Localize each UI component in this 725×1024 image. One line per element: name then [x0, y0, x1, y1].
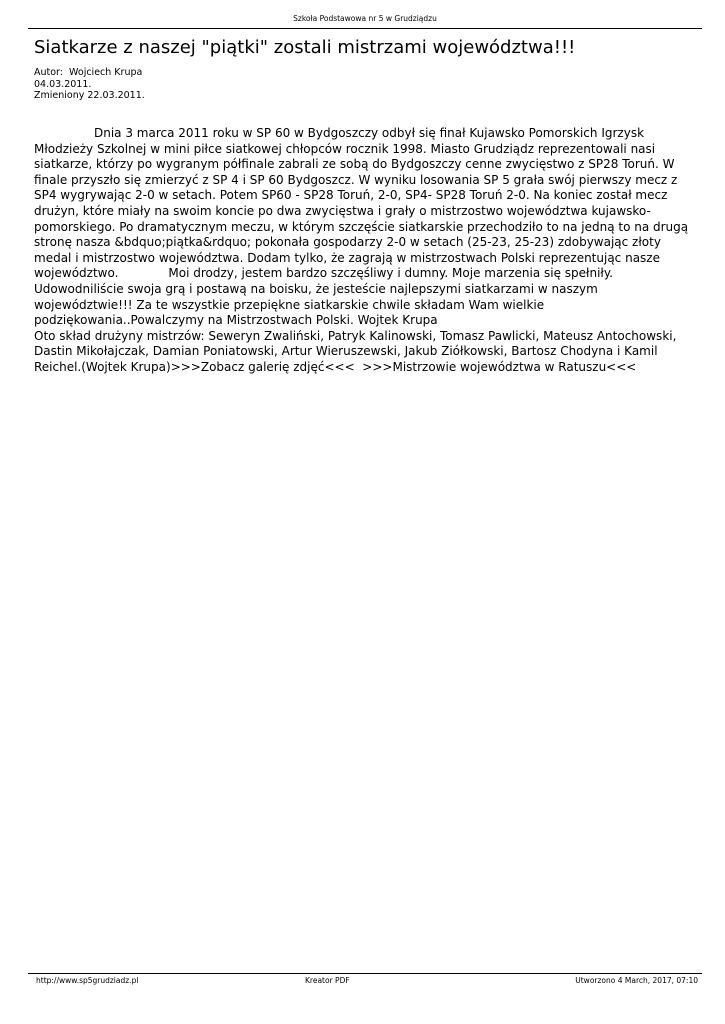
created-date: 04.03.2011. — [34, 78, 92, 90]
team-roster: Oto skład drużyny mistrzów: Seweryn Zwaliński, Patryk Kalinowski, Tomasz Pawlicki, Mateusz Antochowski, Dastin Mikołajczak, Damian Poniatowski, Artur Wieruszewski, Jakub Ziółkowski, Bartosz Chodyna i Kamil Reichel.(Wojtek Krupa) — [34, 328, 677, 374]
header-divider — [28, 28, 702, 29]
ratusz-link[interactable]: >>>Mistrzowie województwa w Ratuszu<<< — [362, 359, 637, 374]
page-footer — [28, 976, 702, 988]
article-text-part2: Moi drodzy, jestem bardzo szczęśliwy i dumny. Moje marzenia się spełniły. Udowodniliście swoja grą i postawą na boisku, że jesteście najlepszymi siatkarzami w naszym województwie!!! Za te wszystkie przepiękne siatkarskie chwile składam Wam wielkie podziękowania..Powalczymy na Mistrzostwach Polski. Wojtek Krupa — [34, 266, 614, 328]
article-paragraph — [34, 126, 698, 329]
footer-generator: Kreator PDF — [305, 976, 350, 985]
article-meta — [34, 67, 145, 102]
article-body — [34, 126, 698, 376]
school-name: Szkoła Podstawowa nr 5 w Grudziądzu — [293, 14, 437, 23]
footer-url[interactable]: http://www.sp5grudziadz.pl — [36, 976, 139, 985]
author-label: Autor: — [34, 67, 63, 78]
author-name: Wojciech Krupa — [69, 67, 143, 78]
footer-created-at: Utworzono 4 March, 2017, 07:10 — [575, 976, 698, 985]
article-title: Siatkarze z naszej "piątki" zostali mistrzami województwa!!! — [34, 37, 576, 58]
page-header — [28, 14, 702, 24]
author-line — [34, 67, 145, 79]
team-paragraph — [34, 329, 698, 376]
footer-divider — [28, 973, 702, 974]
article-text-part1: Dnia 3 marca 2011 roku w SP 60 w Bydgoszczy odbył się finał Kujawsko Pomorskich Igrzysk Młodzieży Szkolnej w mini piłce siatkowej chłopców rocznik 1998. Miasto Grudziądz reprezentowali nasi siatkarze, którzy po wygranym półfinale zabrali ze sobą do Bydgoszczy cenne zwycięstwo z SP28 Toruń. W finale przyszło się zmierzyć z SP 4 i SP 60 Bydgoszcz. W wyniku losowania SP 5 grała swój pierwszy mecz z SP4 wygrywając 2-0 w setach. Potem SP60 - SP28 Toruń, 2-0, SP4- SP28 Toruń 2-0. Na koniec został mecz drużyn, które miały na swoim koncie po dwa zwycięstwa i grały o mistrzostwo województwa kujawsko-pomorskiego. Po dramatycznym meczu, w którym szczęście siatkarskie przechodziło to na jedną to na drugą stronę nasza &bdquo;piątka&rdquo; pokonała gospodarzy 2-0 w setach (25-23, 25-23) zdobywając złoty medal i mistrzostwo województwa. Dodam tylko, że zagrają w mistrzostwach Polski reprezentując nasze województwo. — [34, 126, 689, 281]
gallery-link[interactable]: >>>Zobacz galerię zdjęć<<< — [170, 359, 355, 374]
modified-date: Zmieniony 22.03.2011. — [34, 90, 145, 101]
